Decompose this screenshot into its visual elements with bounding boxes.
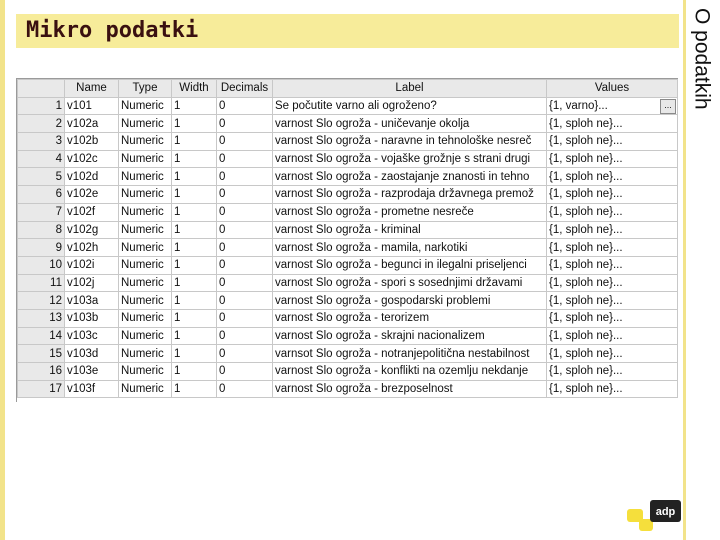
table-row[interactable] [18,133,678,151]
cell-decimals-text: 0 [219,153,226,166]
cell-label-text: varnost Slo ogroža - naravne in tehnološke nesreč [275,135,532,148]
cell-name[interactable] [65,203,119,221]
cell-decimals-text: 0 [219,329,226,342]
row-number[interactable]: 9 [18,239,65,257]
row-number[interactable]: 13 [18,309,65,327]
table-row[interactable] [18,363,678,381]
cell-width-text: 1 [174,170,181,183]
cell-decimals-text: 0 [219,276,226,289]
cell-width-text: 1 [174,347,181,360]
cell-values-text: {1, sploh ne}... [549,365,623,378]
cell-width-text: 1 [174,206,181,219]
cell-label-text: varnost Slo ogroža - kriminal [275,223,421,236]
cell-width[interactable] [172,327,217,345]
cell-type-text: Numeric [121,135,164,148]
cell-label[interactable] [273,274,547,292]
cell-name[interactable] [65,115,119,133]
cell-label-text: varnost Slo ogroža - spori s sosednjimi državami [275,276,523,289]
cell-name[interactable] [65,327,119,345]
cell-values[interactable] [547,239,678,257]
row-number[interactable]: 11 [18,274,65,292]
column-header-type[interactable]: Type [119,80,172,98]
cell-type[interactable] [119,97,172,115]
cell-width[interactable] [172,309,217,327]
cell-width-text: 1 [174,188,181,201]
cell-width[interactable] [172,292,217,310]
cell-width-text: 1 [174,329,181,342]
cell-type-text: Numeric [121,312,164,325]
cell-label[interactable] [273,309,547,327]
cell-label-text: varnost Slo ogroža - prometne nesreče [275,206,474,219]
cell-label-text: varnost Slo ogroža - terorizem [275,312,430,325]
column-header-width[interactable]: Width [172,80,217,98]
row-number[interactable]: 10 [18,256,65,274]
row-number[interactable]: 16 [18,363,65,381]
cell-decimals-text: 0 [219,100,226,113]
cell-width-text: 1 [174,241,181,254]
cell-label[interactable] [273,115,547,133]
cell-values-text: {1, sploh ne}... [549,153,623,166]
left-accent-rule [0,0,5,540]
cell-label[interactable] [273,292,547,310]
cell-label[interactable] [273,380,547,398]
column-header-name[interactable]: Name [65,80,119,98]
cell-type[interactable] [119,221,172,239]
cell-type[interactable] [119,115,172,133]
cell-name[interactable] [65,221,119,239]
cell-label-text: varnost Slo ogroža - gospodarski problemi [275,294,491,307]
cell-values[interactable] [547,150,678,168]
cell-decimals[interactable] [217,221,273,239]
cell-name-text: v103d [67,347,99,360]
cell-values[interactable] [547,203,678,221]
cell-decimals[interactable] [217,380,273,398]
cell-width-text: 1 [174,276,181,289]
row-number[interactable]: 14 [18,327,65,345]
column-header-values[interactable]: Values [547,80,678,98]
cell-values-text: {1, sploh ne}... [549,276,623,289]
cell-decimals-text: 0 [219,223,226,236]
cell-decimals-text: 0 [219,259,226,272]
row-number[interactable]: 15 [18,345,65,363]
cell-decimals[interactable] [217,203,273,221]
cell-values[interactable] [547,133,678,151]
cell-name[interactable] [65,186,119,204]
cell-values-text: {1, sploh ne}... [549,170,623,183]
cell-decimals[interactable] [217,150,273,168]
cell-type-text: Numeric [121,294,164,307]
cell-label-text: varnost Slo ogroža - mamila, narkotiki [275,241,468,254]
cell-width[interactable] [172,97,217,115]
table-row[interactable] [18,168,678,186]
cell-label[interactable] [273,256,547,274]
cell-decimals-text: 0 [219,365,226,378]
cell-width[interactable] [172,239,217,257]
cell-name-text: v103f [67,383,96,396]
cell-width-text: 1 [174,294,181,307]
cell-decimals[interactable] [217,327,273,345]
cell-name[interactable] [65,150,119,168]
row-number[interactable]: 3 [18,133,65,151]
cell-type[interactable] [119,133,172,151]
side-title: O podatkih [690,8,714,110]
values-edit-button[interactable]: ... [660,99,676,114]
table-row[interactable] [18,292,678,310]
cell-width-text: 1 [174,153,181,166]
cell-values-text: {1, sploh ne}... [549,206,623,219]
cell-name-text: v103a [67,294,99,307]
cell-name[interactable] [65,239,119,257]
row-number[interactable]: 12 [18,292,65,310]
table-row[interactable] [18,150,678,168]
cell-decimals[interactable] [217,345,273,363]
table-row[interactable] [18,309,678,327]
cell-type-text: Numeric [121,259,164,272]
cell-name[interactable] [65,274,119,292]
cell-type[interactable] [119,274,172,292]
cell-width-text: 1 [174,223,181,236]
cell-name[interactable] [65,292,119,310]
cell-type[interactable] [119,186,172,204]
cell-type-text: Numeric [121,223,164,236]
cell-decimals[interactable] [217,168,273,186]
cell-width[interactable] [172,133,217,151]
cell-values[interactable] [547,274,678,292]
table-row[interactable] [18,345,678,363]
cell-values[interactable] [547,115,678,133]
cell-decimals[interactable] [217,363,273,381]
cell-label[interactable] [273,150,547,168]
cell-decimals-text: 0 [219,117,226,130]
cell-decimals[interactable] [217,239,273,257]
cell-name[interactable] [65,97,119,115]
cell-decimals-text: 0 [219,188,226,201]
cell-width[interactable] [172,203,217,221]
cell-label[interactable] [273,239,547,257]
cell-type[interactable] [119,292,172,310]
cell-type[interactable] [119,327,172,345]
cell-values-text: {1, sploh ne}... [549,347,623,360]
cell-width[interactable] [172,221,217,239]
cell-values[interactable] [547,97,678,115]
cell-width-text: 1 [174,365,181,378]
cell-label-text: varnost Slo ogroža - razprodaja državnega premož [275,188,534,201]
cell-values-text: {1, sploh ne}... [549,188,623,201]
cell-name-text: v103b [67,312,99,325]
cell-values-text: {1, sploh ne}... [549,312,623,325]
corner-cell[interactable] [18,80,65,98]
cell-decimals[interactable] [217,292,273,310]
cell-values[interactable] [547,186,678,204]
cell-type[interactable] [119,150,172,168]
cell-decimals-text: 0 [219,383,226,396]
cell-name-text: v102b [67,135,99,148]
cell-label[interactable] [273,97,547,115]
cell-width[interactable] [172,274,217,292]
cell-type-text: Numeric [121,188,164,201]
cell-decimals[interactable] [217,133,273,151]
cell-values[interactable] [547,168,678,186]
row-number[interactable]: 7 [18,203,65,221]
cell-width[interactable] [172,150,217,168]
cell-values[interactable] [547,292,678,310]
cell-label-text: varnost Slo ogroža - vojaške grožnje s strani drugi [275,153,531,166]
cell-name[interactable] [65,380,119,398]
cell-name-text: v102d [67,170,99,183]
table-row[interactable] [18,239,678,257]
cell-values[interactable] [547,327,678,345]
slide-title-bar [16,14,679,48]
cell-label[interactable] [273,133,547,151]
row-number[interactable]: 6 [18,186,65,204]
cell-name-text: v102h [67,241,99,254]
cell-values-text: {1, sploh ne}... [549,117,623,130]
cell-label[interactable] [273,203,547,221]
cell-values[interactable] [547,363,678,381]
cell-values[interactable] [547,345,678,363]
cell-values-text: {1, sploh ne}... [549,223,623,236]
cell-width[interactable] [172,186,217,204]
cell-type[interactable] [119,345,172,363]
cell-width-text: 1 [174,259,181,272]
column-header-decimals[interactable]: Decimals [217,80,273,98]
variable-view-grid [16,78,678,402]
cell-name[interactable] [65,256,119,274]
cell-type-text: Numeric [121,117,164,130]
cell-width-text: 1 [174,100,181,113]
cell-values-text: {1, sploh ne}... [549,259,623,272]
cell-type-text: Numeric [121,329,164,342]
table-row[interactable] [18,115,678,133]
table-row[interactable] [18,256,678,274]
cell-values[interactable] [547,221,678,239]
cell-values-text: {1, varno}... [549,100,608,113]
cell-decimals[interactable] [217,97,273,115]
cell-label-text: varnost Slo ogroža - konflikti na ozemlju nekdanje [275,365,529,378]
cell-type[interactable] [119,168,172,186]
table-body [18,97,678,398]
adp-logo [627,500,681,532]
cell-name[interactable] [65,363,119,381]
cell-label[interactable] [273,168,547,186]
table-row[interactable] [18,274,678,292]
cell-label-text: varnost Slo ogroža - uničevanje okolja [275,117,470,130]
cell-width[interactable] [172,115,217,133]
cell-values[interactable] [547,256,678,274]
cell-decimals[interactable] [217,186,273,204]
cell-width-text: 1 [174,117,181,130]
cell-type-text: Numeric [121,153,164,166]
cell-type-text: Numeric [121,206,164,219]
cell-label[interactable] [273,327,547,345]
cell-width-text: 1 [174,383,181,396]
cell-width[interactable] [172,363,217,381]
cell-decimals[interactable] [217,274,273,292]
row-number[interactable]: 17 [18,380,65,398]
row-number[interactable]: 1 [18,97,65,115]
cell-decimals-text: 0 [219,135,226,148]
cell-type[interactable] [119,203,172,221]
cell-values-text: {1, sploh ne}... [549,329,623,342]
column-header-label[interactable]: Label [273,80,547,98]
cell-values-text: {1, sploh ne}... [549,135,623,148]
logo-text: adp [655,506,676,518]
cell-label-text: varnsot Slo ogroža - notranjepolitična nestabilnost [275,347,530,360]
cell-label-text: varnost Slo ogroža - begunci in ilegalni priseljenci [275,259,527,272]
cell-name[interactable] [65,133,119,151]
cell-decimals-text: 0 [219,241,226,254]
cell-name-text: v103c [67,329,98,342]
cell-values[interactable] [547,309,678,327]
table-row[interactable] [18,221,678,239]
cell-width-text: 1 [174,312,181,325]
cell-name[interactable] [65,345,119,363]
cell-values[interactable] [547,380,678,398]
header-row [18,80,678,98]
cell-type-text: Numeric [121,241,164,254]
cell-width[interactable] [172,380,217,398]
side-title-container [683,0,720,130]
cell-type-text: Numeric [121,365,164,378]
cell-name[interactable] [65,309,119,327]
cell-values-text: {1, sploh ne}... [549,383,623,396]
cell-type[interactable] [119,363,172,381]
cell-label[interactable] [273,363,547,381]
cell-label-text: varnost Slo ogroža - brezposelnost [275,383,453,396]
cell-label[interactable] [273,345,547,363]
cell-type-text: Numeric [121,383,164,396]
row-number[interactable]: 4 [18,150,65,168]
cell-type[interactable] [119,309,172,327]
cell-name-text: v102i [67,259,95,272]
cell-name-text: v102j [67,276,95,289]
cell-name-text: v102c [67,153,98,166]
cell-values-text: {1, sploh ne}... [549,241,623,254]
cell-type-text: Numeric [121,170,164,183]
cell-type-text: Numeric [121,347,164,360]
table-row[interactable] [18,186,678,204]
row-number[interactable]: 2 [18,115,65,133]
cell-type-text: Numeric [121,276,164,289]
cell-label-text: varnost Slo ogroža - skrajni nacionalizem [275,329,485,342]
cell-decimals-text: 0 [219,170,226,183]
cell-label-text: Se počutite varno ali ogroženo? [275,100,437,113]
table-row[interactable] [18,203,678,221]
cell-type[interactable] [119,239,172,257]
cell-type[interactable] [119,256,172,274]
cell-decimals[interactable] [217,256,273,274]
cell-type[interactable] [119,380,172,398]
variable-table [17,79,678,398]
cell-name-text: v101 [67,100,92,113]
cell-width[interactable] [172,168,217,186]
cell-name[interactable] [65,168,119,186]
cell-name-text: v102f [67,206,96,219]
table-row[interactable] [18,327,678,345]
row-number[interactable]: 5 [18,168,65,186]
cell-width-text: 1 [174,135,181,148]
cell-name-text: v103e [67,365,99,378]
cell-decimals-text: 0 [219,347,226,360]
cell-name-text: v102e [67,188,99,201]
cell-decimals-text: 0 [219,206,226,219]
cell-decimals-text: 0 [219,312,226,325]
cell-label-text: varnost Slo ogroža - zaostajanje znanosti in tehno [275,170,530,183]
cell-decimals[interactable] [217,115,273,133]
row-number[interactable]: 8 [18,221,65,239]
cell-label[interactable] [273,186,547,204]
cell-width[interactable] [172,345,217,363]
table-row[interactable] [18,380,678,398]
cell-name-text: v102a [67,117,99,130]
cell-label[interactable] [273,221,547,239]
cell-type-text: Numeric [121,100,164,113]
cell-decimals-text: 0 [219,294,226,307]
cell-width[interactable] [172,256,217,274]
cell-values-text: {1, sploh ne}... [549,294,623,307]
table-row[interactable] [18,97,678,115]
slide-title: Mikro podatki [26,18,199,43]
cell-name-text: v102g [67,223,99,236]
cell-decimals[interactable] [217,309,273,327]
